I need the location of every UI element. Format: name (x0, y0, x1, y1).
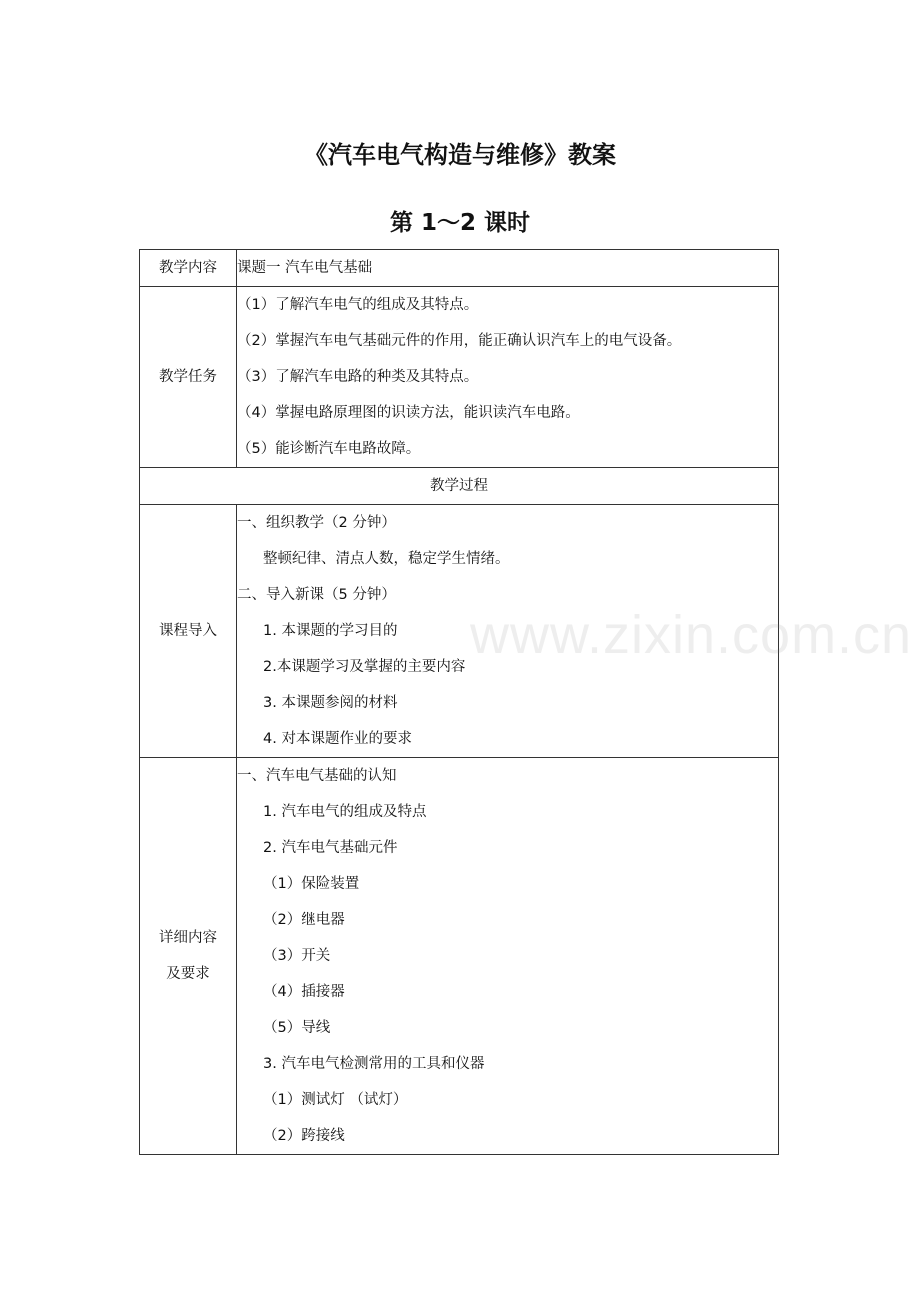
detail-item: （5）导线 (263, 1020, 331, 1036)
detail-item: 2. 汽车电气基础元件 (263, 840, 398, 856)
detail-content-row (140, 758, 779, 1155)
teaching-content-label: 教学内容 (140, 250, 237, 287)
detail-item: （1）测试灯 （试灯） (263, 1092, 408, 1108)
watermark: www.zixin.com.cn (470, 605, 913, 665)
detail-item: （3）开关 (263, 948, 331, 964)
course-intro-label: 课程导入 (140, 505, 237, 758)
teaching-content-value: 课题一 汽车电气基础 (237, 260, 373, 276)
detail-item: 1. 汽车电气的组成及特点 (263, 804, 427, 820)
course-intro-row (140, 505, 779, 758)
detail-item: （1）保险装置 (263, 876, 360, 892)
teaching-content-cell (237, 250, 779, 287)
intro-item: 1. 本课题的学习目的 (263, 623, 398, 639)
detail-item: （2）跨接线 (263, 1128, 345, 1144)
detail-label-line: 及要求 (166, 966, 210, 982)
task-item: （1）了解汽车电气的组成及其特点。 (237, 297, 479, 313)
intro-item: 3. 本课题参阅的材料 (263, 695, 398, 711)
intro-item: 二、导入新课（5 分钟） (237, 587, 396, 603)
teaching-content-row (140, 250, 779, 287)
detail-content-cell (237, 758, 779, 1155)
intro-item: 4. 对本课题作业的要求 (263, 731, 412, 747)
lesson-period-heading: 第 1～2 课时 (389, 210, 531, 236)
task-item: （2）掌握汽车电气基础元件的作用，能正确认识汽车上的电气设备。 (237, 333, 682, 349)
detail-item: 3. 汽车电气检测常用的工具和仪器 (263, 1056, 485, 1072)
task-item: （4）掌握电路原理图的识读方法，能识读汽车电路。 (237, 405, 580, 421)
lesson-plan-table (139, 249, 779, 1155)
task-item: （3）了解汽车电路的种类及其特点。 (237, 369, 479, 385)
detail-item: （4）插接器 (263, 984, 345, 1000)
detail-label-line: 详细内容 (159, 930, 217, 946)
document-title: 《汽车电气构造与维修》教案 (304, 141, 616, 169)
teaching-tasks-label: 教学任务 (140, 287, 237, 468)
detail-content-label (140, 758, 237, 1155)
detail-item: 一、汽车电气基础的认知 (237, 768, 397, 784)
teaching-process-label: 教学过程 (430, 478, 488, 494)
teaching-process-header (140, 468, 779, 505)
intro-item: 整顿纪律、清点人数，稳定学生情绪。 (263, 551, 510, 567)
course-intro-cell (237, 505, 779, 758)
task-item: （5）能诊断汽车电路故障。 (237, 441, 421, 457)
teaching-tasks-cell (237, 287, 779, 468)
intro-item: 一、组织教学（2 分钟） (237, 515, 396, 531)
intro-item: 2.本课题学习及掌握的主要内容 (263, 659, 466, 675)
teaching-tasks-row (140, 287, 779, 468)
teaching-process-row (140, 468, 779, 505)
detail-item: （2）继电器 (263, 912, 345, 928)
